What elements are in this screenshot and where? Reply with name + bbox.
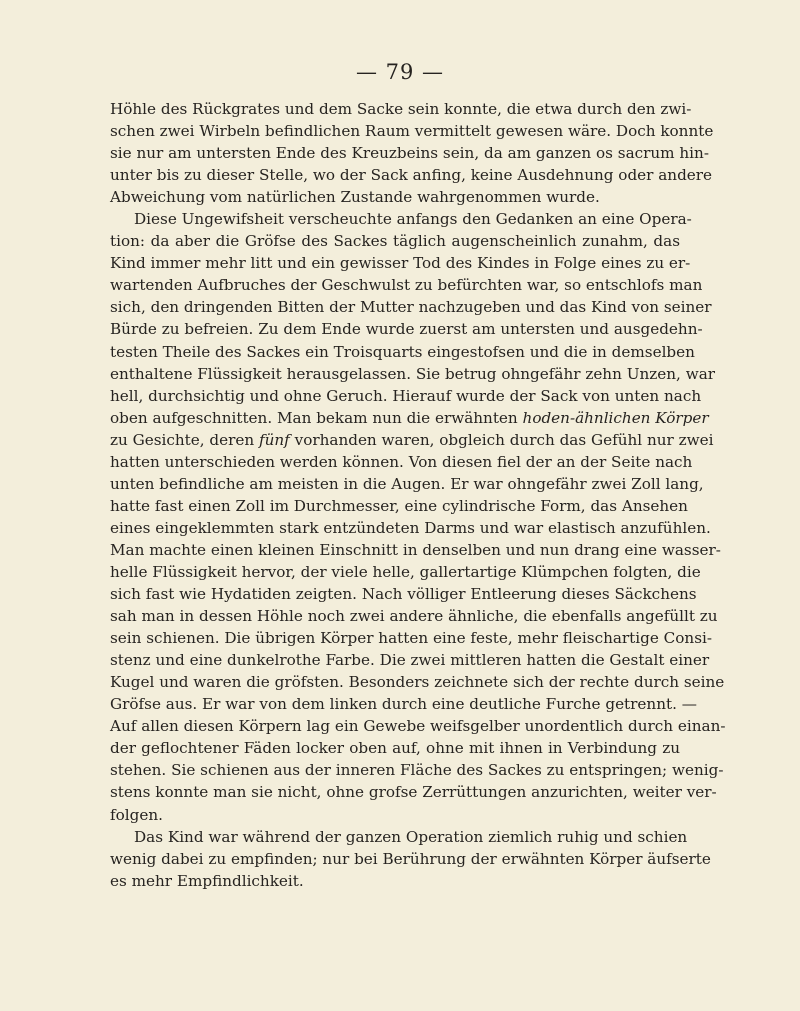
text-line: Diese Ungewifsheit verscheuchte anfangs den Gedanken an eine Opera-: [134, 210, 692, 229]
text-line-with-emphasis: [110, 407, 709, 429]
text-line: sie nur am untersten Ende des Kreuzbeins sein, da am ganzen os sacrum hin-: [110, 144, 709, 163]
text-line: Auf allen diesen Körpern lag ein Gewebe weifsgelber unordentlich durch einan-: [110, 717, 726, 736]
text-line: hatten unterschieden werden können. Von diesen fiel der an der Seite nach: [110, 452, 693, 471]
text-line: Man machte einen kleinen Einschnitt in denselben und nun drang eine wasser-: [110, 540, 721, 559]
text-line: eines eingeklemmten stark entzündeten Darms und war elastisch anzufühlen.: [110, 518, 711, 537]
text-fragment: oben aufgeschnitten. Man bekam nun die erwähnten: [110, 408, 518, 427]
text-line: Abweichung vom natürlichen Zustande wahrgenommen wurde.: [110, 188, 600, 207]
text-line: stenz und eine dunkelrothe Farbe. Die zwei mittleren hatten die Gestalt einer: [110, 651, 710, 670]
text-line: sich fast wie Hydatiden zeigten. Nach völliger Entleerung dieses Säckchens: [110, 585, 697, 604]
text-line: wartenden Aufbruches der Geschwulst zu befürchten war, so entschlofs man: [110, 276, 703, 295]
text-line: folgen.: [110, 805, 163, 824]
text-line: hatte fast einen Zoll im Durchmesser, eine cylindrische Form, das Ansehen: [110, 496, 688, 515]
text-line: Kind immer mehr litt und ein gewisser Tod des Kindes in Folge eines zu er-: [110, 254, 691, 273]
text-line: sich, den dringenden Bitten der Mutter nachzugeben und das Kind von seiner: [110, 298, 712, 317]
text-line: stehen. Sie schienen aus der inneren Fläche des Sackes zu entspringen; wenig-: [110, 761, 724, 780]
emphasized-term: fünf: [258, 430, 290, 449]
text-line: wenig dabei zu empfinden; nur bei Berührung der erwähnten Körper äufserte: [110, 849, 711, 868]
text-line: Gröfse aus. Er war von dem linken durch eine deutliche Furche getrennt. —: [110, 695, 697, 714]
text-line: unter bis zu dieser Stelle, wo der Sack anfing, keine Ausdehnung oder andere: [110, 166, 713, 185]
text-line: unten befindliche am meisten in die Augen. Er war ohngefähr zwei Zoll lang,: [110, 474, 704, 493]
page-number: — 79 —: [355, 60, 445, 84]
text-line: es mehr Empfindlichkeit.: [110, 871, 304, 890]
text-line: Bürde zu befreien. Zu dem Ende wurde zuerst am untersten und ausgedehn-: [110, 320, 703, 339]
text-line: Kugel und waren die gröfsten. Besonders zeichnete sich der rechte durch seine: [110, 673, 725, 692]
text-line: enthaltene Flüssigkeit herausgelassen. Sie betrug ohngefähr zehn Unzen, war: [110, 364, 716, 383]
text-fragment: zu Gesichte, deren: [110, 430, 255, 449]
text-line: hell, durchsichtig und ohne Geruch. Hierauf wurde der Sack von unten nach: [110, 386, 702, 405]
text-line: schen zwei Wirbeln befindlichen Raum vermittelt gewesen wäre. Doch konnte: [110, 122, 714, 141]
text-line: helle Flüssigkeit hervor, der viele helle, gallertartige Klümpchen folgten, die: [110, 562, 701, 581]
text-line: stens konnte man sie nicht, ohne grofse Zerrüttungen anzurichten, weiter ver-: [110, 783, 717, 802]
text-fragment: vorhanden waren, obgleich durch das Gefühl nur zwei: [294, 430, 714, 449]
emphasized-term: hoden-ähnlichen Körper: [522, 408, 709, 427]
text-line: testen Theile des Sackes ein Troisquarts eingestofsen und die in demselben: [110, 342, 695, 361]
text-line: Höhle des Rückgrates und dem Sacke sein konnte, die etwa durch den zwi-: [110, 100, 692, 118]
text-line-with-emphasis: [110, 429, 714, 451]
body-text: [110, 98, 726, 892]
text-line: Das Kind war während der ganzen Operation ziemlich ruhig und schien: [134, 827, 688, 846]
text-line: tion: da aber die Gröfse des Sackes täglich augenscheinlich zunahm, das: [110, 232, 680, 251]
text-line: sah man in dessen Höhle noch zwei andere ähnliche, die ebenfalls angefüllt zu: [110, 607, 718, 626]
text-line: sein schienen. Die übrigen Körper hatten eine feste, mehr fleischartige Consi-: [110, 629, 712, 648]
text-line: der geflochtener Fäden locker oben auf, ohne mit ihnen in Verbindung zu: [110, 739, 680, 758]
